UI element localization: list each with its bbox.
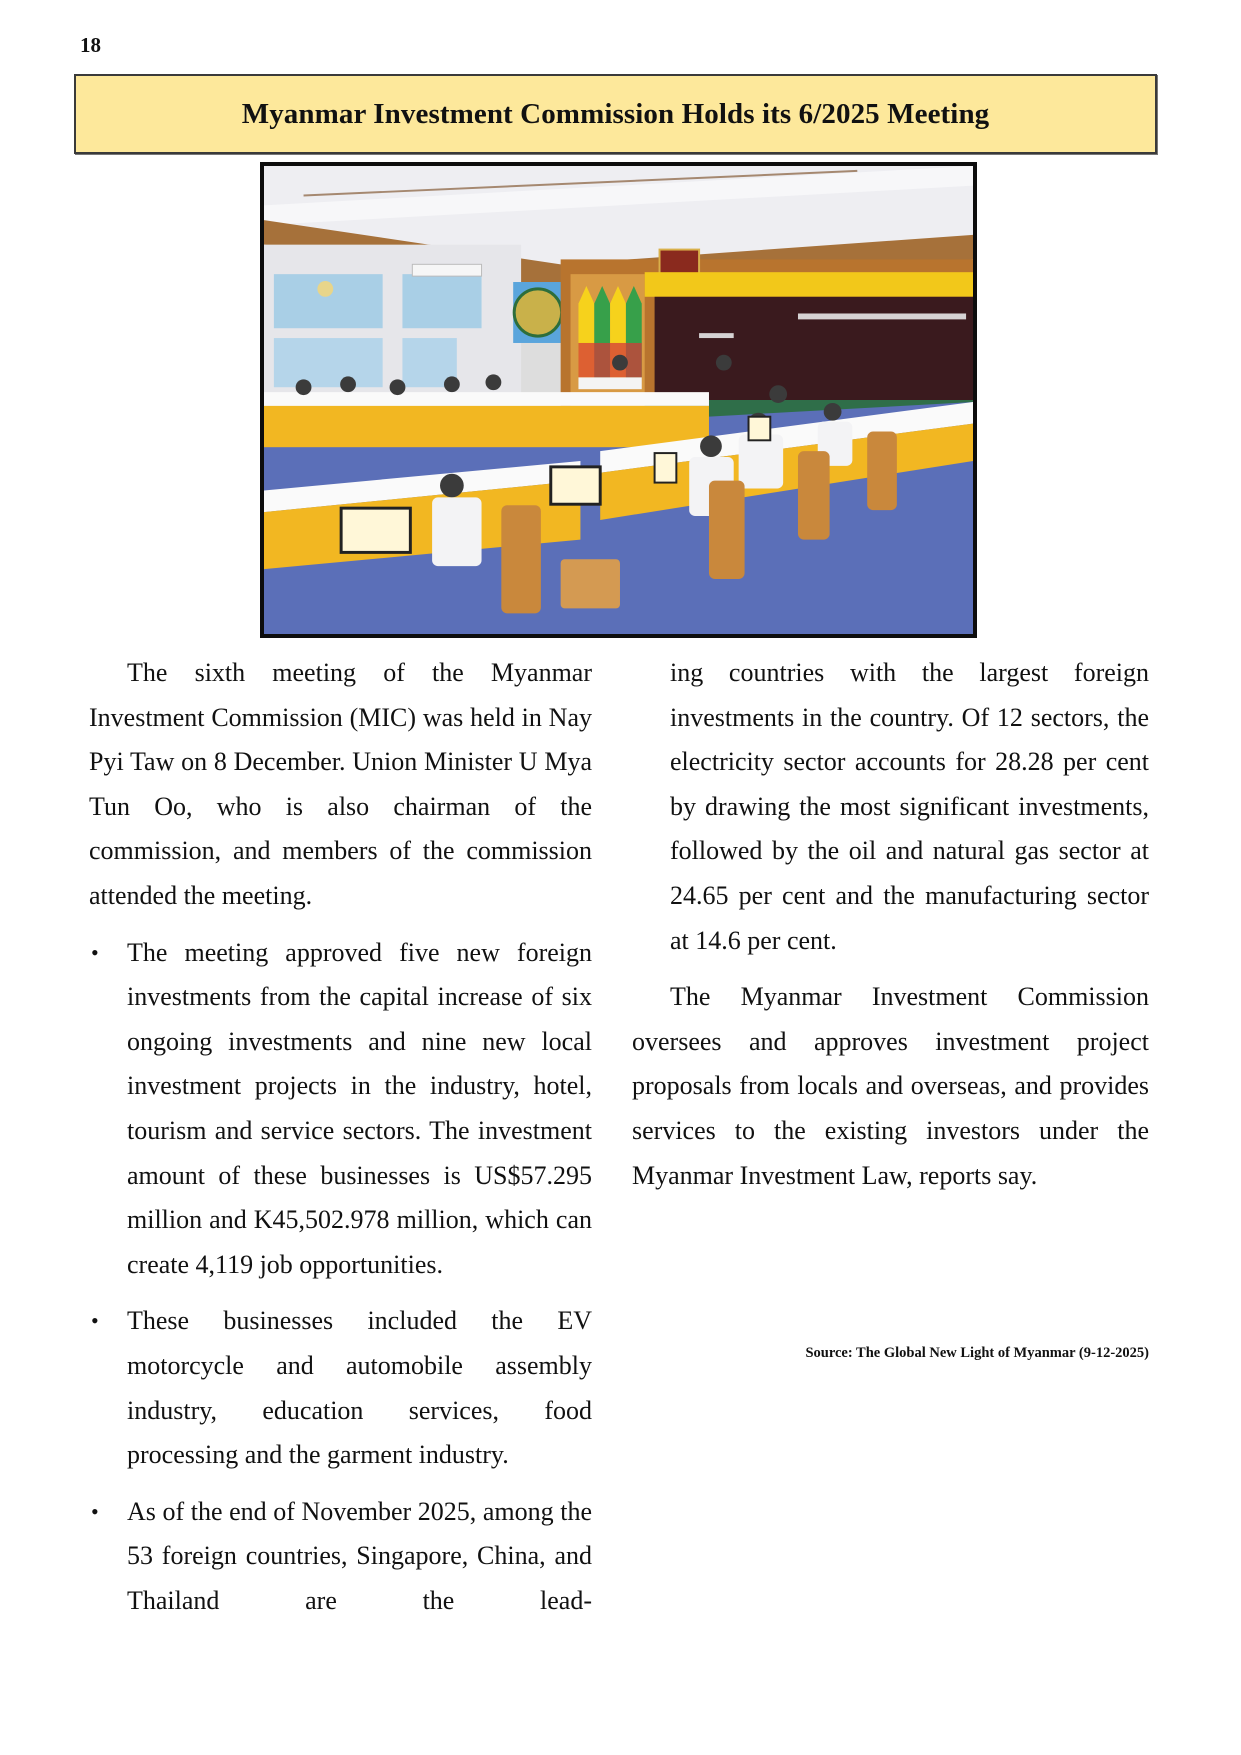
bullet-item [89,1490,592,1624]
article-title: Myanmar Investment Commission Holds its 6/2025 Meeting [241,97,990,130]
banner-text-line [798,313,966,319]
meeting-photo-illustration [264,166,973,634]
curtain [655,297,973,403]
bullet-icon: • [91,1308,99,1334]
closing-paragraph: The Myanmar Investment Commission oversees and approves investment project proposals from locals and overseas, and provides services to the existing investors under the Myanmar Investment Law, reports say. [632,982,1149,1190]
source-citation: Source: The Global New Light of Myanmar (9-12-2025) [805,1345,1149,1361]
bullet-item [89,931,592,1288]
title-banner [74,74,1157,154]
window [402,274,481,328]
bullet-continuation: ing countries with the largest foreign investments in the country. Of 12 sectors, the electricity sector accounts for 28.28 per cent by drawing the most significant investments, followed by the oil and natural gas sector at 24.65 per cent and the manufacturing sector at 14.6 per cent. [670,658,1149,955]
bullet-item [89,1299,592,1477]
table-top [264,392,709,406]
page-number: 18 [80,33,101,57]
bullet-text: As of the end of November 2025, among the 53 foreign countries, Singapore, China, and Thailand are the lead- [127,1496,592,1615]
emblem [514,289,561,336]
bullet-icon: • [91,939,99,965]
bullet-icon: • [91,1498,99,1524]
window [274,338,383,387]
wall-clock [317,281,333,297]
meeting-photo [260,162,977,638]
right-column [632,651,1149,1210]
bullet-text: The meeting approved five new foreign investments from the capital increase of six ongoing investments and nine new local investment projects in the industry, hotel, tourism and service sectors. The investment amount of these businesses is US$57.295 million and K45,502.978 million, which can create 4,119 job opportunities. [127,937,592,1279]
valance [645,272,973,297]
table-skirt [264,406,709,447]
left-column [89,651,592,1635]
intro-paragraph: The sixth meeting of the Myanmar Investment Commission (MIC) was held in Nay Pyi Taw on 8 December. Union Minister U Mya Tun Oo, who is also chairman of the commission, and members of the commission attended the meeting. [89,658,592,910]
air-conditioner [412,264,481,276]
bullet-text: These businesses included the EV motorcycle and automobile assembly industry, education services, food processing and the garment industry. [127,1306,592,1470]
banner-subtext [699,333,734,338]
